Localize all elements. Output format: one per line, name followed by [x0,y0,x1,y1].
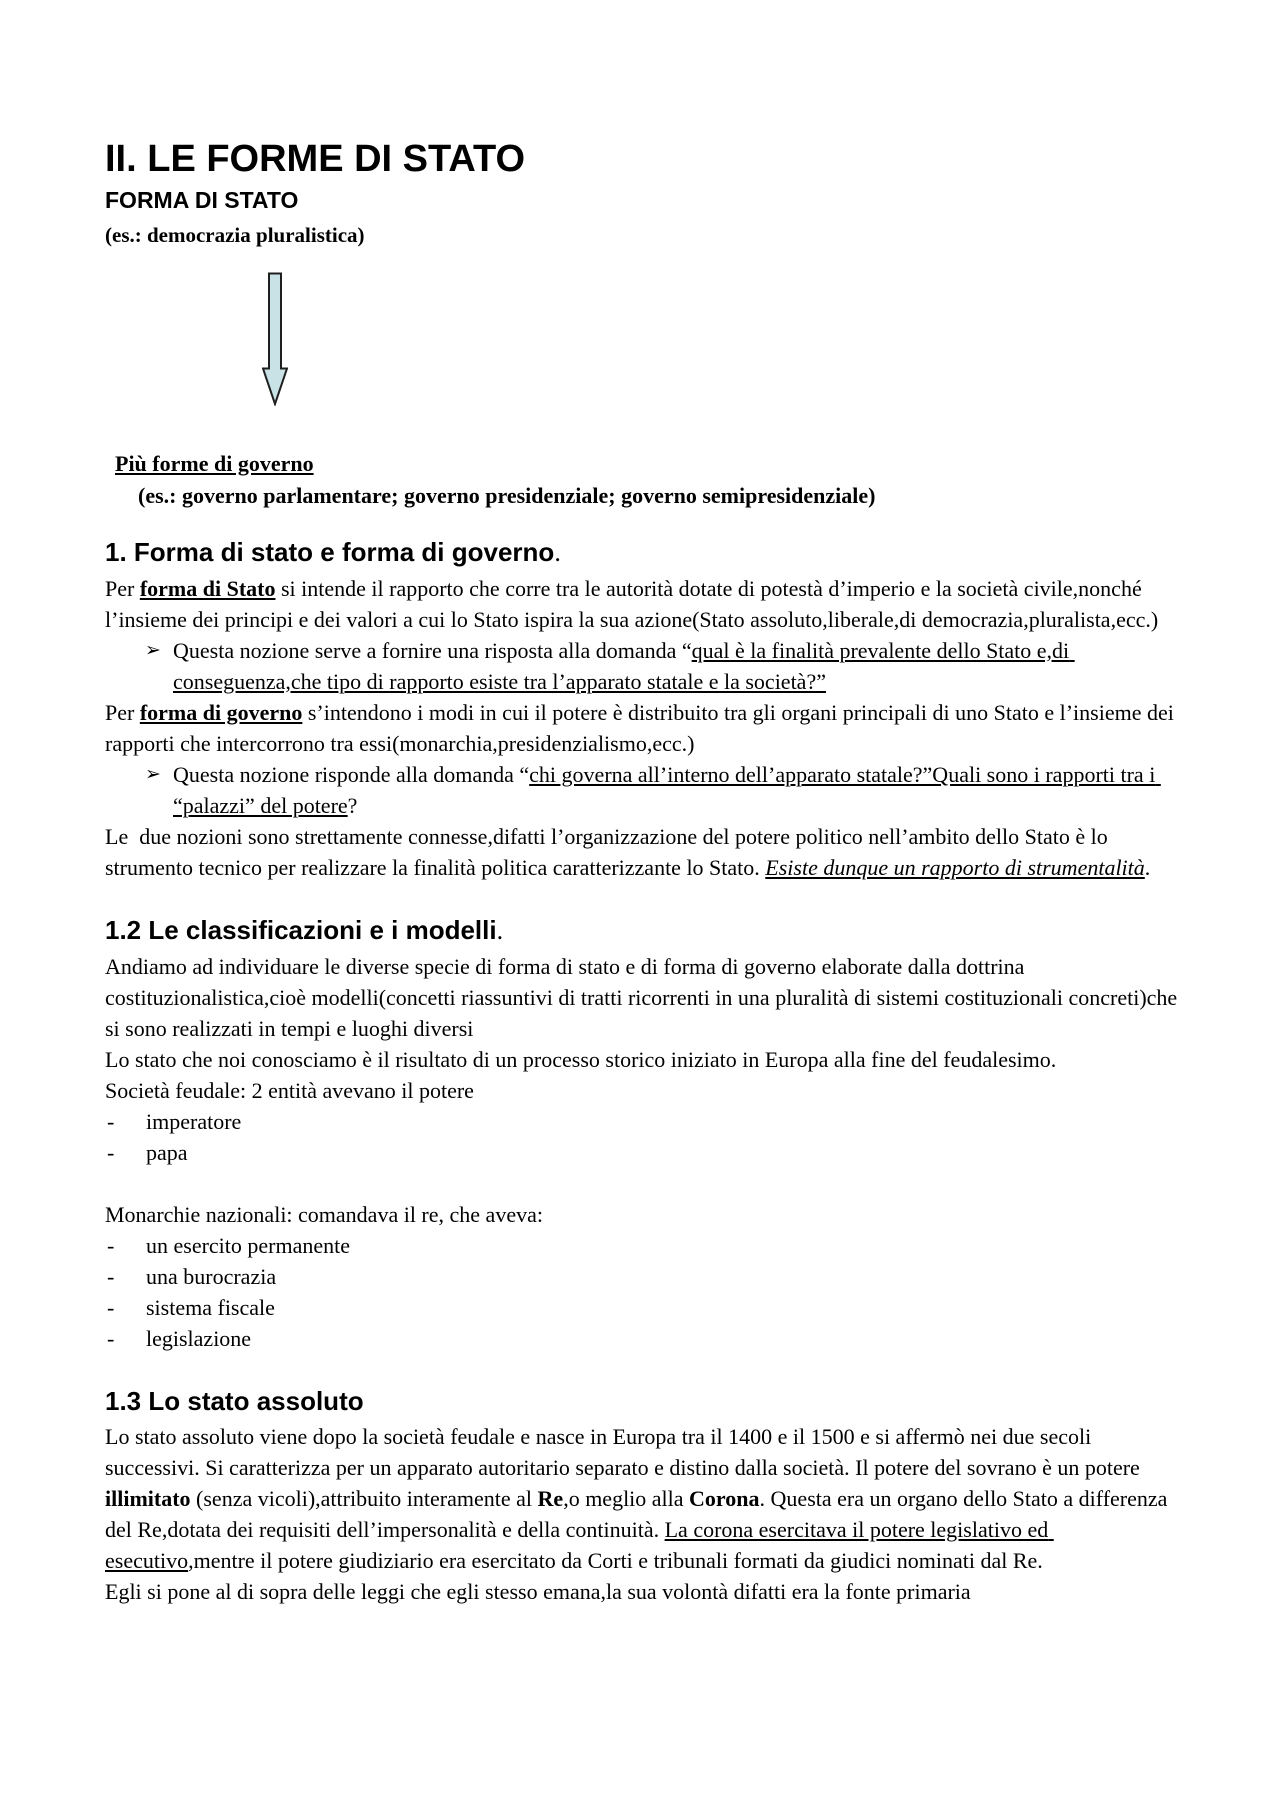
list-item-legislazione [105,1323,1188,1354]
list-item-imperatore [105,1106,1188,1137]
bold-term-re: Re [537,1486,564,1512]
bullet-text [173,759,1188,821]
page-subtitle: FORMA DI STATO [105,186,299,213]
list-item-text: legislazione [146,1325,252,1351]
list-item-text: papa [146,1139,188,1165]
blank-line [105,1168,1188,1199]
page-title: II. LE FORME DI STATO [105,138,526,180]
section-1-heading-period: . [554,538,561,568]
text-segment: si intende il rapporto che corre tra le autorità dotate di potestà d’imperio e la società civile,nonché l’insieme dei principi e dei valori a cui lo Stato ispira la sua azione(Stato assoluto,liberale,di democrazia,pluralista,ecc.) [105,575,1159,632]
bold-term-corona: Corona [689,1486,760,1512]
dash-bullet: - [107,1325,115,1351]
down-arrow-shape [263,273,287,404]
dash-bullet: - [107,1232,115,1258]
dash-bullet: - [107,1263,115,1289]
list-item-burocrazia [105,1261,1188,1292]
underlined-question: qual è la finalità prevalente dello Stato e,di conseguenza,che tipo di rapporto esiste tra l’apparato statale e la società?” [173,637,1075,694]
text-segment: Le due nozioni sono strettamente connesse,difatti l’organizzazione del potere politico nell’ambito dello Stato è lo strumento tecnico per realizzare la finalità politica caratterizzante lo Stato. [105,823,1114,880]
list-item-text: sistema fiscale [146,1294,275,1320]
arrowhead-bullet-icon: ➢ [145,762,161,785]
list-item-esercito [105,1230,1188,1261]
list-item-papa [105,1137,1188,1168]
paragraph-societa-feudale: Società feudale: 2 entità avevano il potere [105,1077,474,1103]
more-forms-heading-text: Più forme di governo [115,450,314,476]
paragraph-stato-assoluto [105,1421,1188,1576]
text-segment: ? [347,792,358,818]
italic-emphasis: Esiste dunque un rapporto di strumentalità [765,854,1145,880]
list-item-text: una burocrazia [146,1263,277,1289]
text-segment: . Questa era un organo dello Stato a differenza del Re,dotata dei requisiti dell’impersonalità e della continuità. [105,1486,1173,1543]
section-1-3-heading [105,1385,1188,1419]
paragraph-egli: Egli si pone al di sopra delle leggi che egli stesso emana,la sua volontà difatti era la fonte primaria [105,1579,971,1605]
dash-bullet: - [107,1108,115,1134]
section-1-2-heading [105,914,1188,948]
text-segment: ,mentre il potere giudiziario era esercitato da Corti e tribunali formati da giudici nominati dal Re. [188,1548,1043,1574]
text-segment: s’intendono i modi in cui il potere è distribuito tra gli organi principali di uno Stato e l’insieme dei rapporti che intercorrono tra essi(monarchia,presidenzialismo,ecc.) [105,699,1180,756]
text-segment: Per [105,575,140,601]
arrowhead-bullet-icon: ➢ [145,638,161,661]
paragraph-forma-di-governo [105,697,1188,759]
text-segment: . [1144,854,1151,880]
underlined-question: chi governa all’interno dell’apparato statale?”Quali sono i rapporti tra i “palazzi” del potere [173,761,1161,818]
list-item-text: imperatore [146,1108,242,1134]
section-1-heading [105,536,1188,570]
paragraph-connessione [105,821,1188,883]
dash-bullet: - [107,1139,115,1165]
down-arrow-icon [262,272,1188,406]
underlined-statement: La corona esercitava il potere legislativo ed esecutivo [105,1517,1054,1574]
list-item-fiscale [105,1292,1188,1323]
term-forma-di-stato: forma di Stato [139,575,276,601]
bullet-text [173,635,1188,697]
paragraph-monarchie: Monarchie nazionali: comandava il re, che aveva: [105,1201,543,1227]
text-segment: Per [105,699,140,725]
section-1-heading-text: 1. Forma di stato e forma di governo [105,537,555,568]
paragraph-forma-di-stato [105,573,1188,635]
text-segment: Questa nozione serve a fornire una risposta alla domanda “ [173,637,692,663]
text-segment: Lo stato assoluto viene dopo la società feudale e nasce in Europa tra il 1400 e il 1500 e si affermò nei due secoli successivi. Si caratterizza per un apparato autoritario separato e distino dalla società. Il potere del sovrano è un potere [105,1424,1146,1481]
list-item-text: un esercito permanente [146,1232,351,1258]
bullet-item-finalita [105,635,1188,697]
more-forms-example: (es.: governo parlamentare; governo presidenziale; governo semipresidenziale) [138,483,876,509]
term-forma-di-governo: forma di governo [139,699,303,725]
section-1-2-heading-text: 1.2 Le classificazioni e i modelli [105,914,497,945]
text-segment: (senza vicoli),attribuito interamente al [190,1486,538,1512]
more-forms-heading [115,449,1188,479]
paragraph-classificazioni: Andiamo ad individuare le diverse specie di forma di stato e di forma di governo elaborate dalla dottrina costituzionalistica,cioè modelli(concetti riassuntivi di tratti ricorrenti in una pluralità di sistemi costituzionali concreti)che si sono realizzati in tempi e luoghi diversi [105,953,1183,1041]
text-segment: Questa nozione risponde alla domanda “ [173,761,530,787]
text-segment: ,o meglio alla [563,1486,690,1512]
bold-term-illimitato: illimitato [105,1486,191,1512]
section-1-2-heading-period: . [496,915,504,945]
down-arrow-svg [262,272,288,406]
paragraph-processo-storico: Lo stato che noi conosciamo è il risultato di un processo storico iniziato in Europa alla fine del feudalesimo. [105,1046,1057,1072]
bullet-item-chi-governa [105,759,1188,821]
dash-bullet: - [107,1294,115,1320]
subtitle-example: (es.: democrazia pluralistica) [105,223,365,248]
section-1-3-heading-text: 1.3 Lo stato assoluto [105,1385,364,1416]
